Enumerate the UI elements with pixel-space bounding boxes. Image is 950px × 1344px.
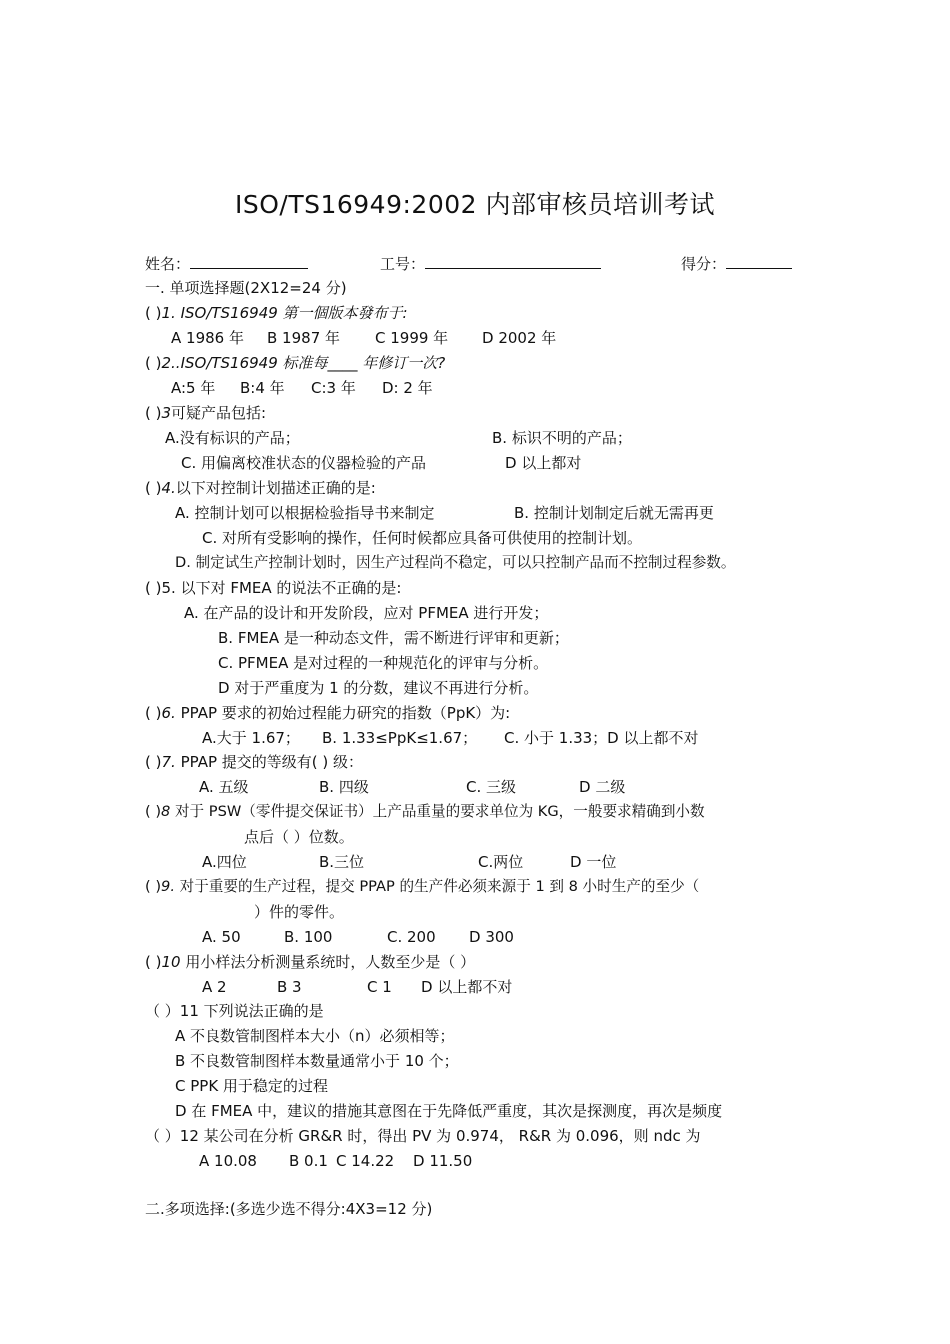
question-number: 4. (161, 479, 176, 497)
name-label: 姓名： (145, 255, 191, 273)
question-number: 6. (161, 704, 176, 722)
option: A.大于 1.67； (202, 729, 300, 747)
option: A 10.08 (199, 1152, 257, 1170)
question-number: 9. (161, 878, 175, 895)
option: D: 2 年 (382, 379, 433, 397)
option: C. 小于 1.33；D 以上都不对 (504, 729, 699, 747)
question-text: 对于重要的生产过程，提交 PPAP 的生产件必须来源于 1 到 8 小时生产的至少（ (174, 878, 700, 895)
question-5 (145, 578, 401, 598)
question-12 (145, 1126, 701, 1146)
name-blank[interactable] (190, 254, 308, 269)
answer-blank[interactable]: ( ) (145, 753, 162, 771)
answer-blank[interactable]: （ ） (145, 1002, 180, 1020)
option: A. 在产品的设计和开发阶段，应对 PFMEA 进行开发； (184, 604, 549, 622)
option: B. 四级 (319, 778, 369, 796)
question-text: PPAP 要求的初始过程能力研究的指数（PpK）为: (175, 704, 511, 722)
question-continuation: ）件的零件。 (254, 903, 345, 921)
option: C. 三级 (466, 778, 517, 796)
id-field (380, 254, 601, 274)
option: B. 标识不明的产品； (492, 429, 632, 447)
question-text: 12 某公司在分析 GR&R 时，得出 PV 为 0.974， R&R 为 0.096，则 ndc 为 (179, 1127, 701, 1145)
option: A. 控制计划可以根据检验指导书来制定 (175, 504, 435, 522)
question-text: 以下对控制计划描述正确的是: (175, 479, 376, 497)
section1-heading: 一. 单项选择题(2X12=24 分) (145, 279, 347, 297)
answer-blank[interactable]: ( ) (145, 704, 162, 722)
option: D 2002 年 (482, 329, 557, 347)
question-number: 10 (161, 953, 181, 971)
option: B 0.1 (289, 1152, 328, 1170)
option: B. 1.33≤PpK≤1.67； (322, 729, 478, 747)
score-blank[interactable] (726, 254, 792, 269)
name-field (145, 254, 308, 274)
option: D 以上都对 (505, 454, 582, 472)
question-11 (145, 1001, 324, 1021)
option: B.三位 (319, 853, 365, 871)
answer-blank[interactable]: ( ) (145, 354, 162, 372)
option: A 1986 年 (171, 329, 244, 347)
question-text: 以下对 FMEA 的说法不正确的是: (175, 579, 402, 597)
option: B. 控制计划制定后就无需再更 (514, 504, 714, 522)
id-blank[interactable] (425, 254, 601, 269)
option: B 3 (277, 978, 302, 996)
question-3 (145, 403, 266, 423)
answer-blank[interactable]: ( ) (145, 304, 162, 322)
option: A 2 (202, 978, 227, 996)
option: C. 200 (387, 928, 436, 946)
option: C.两位 (478, 853, 524, 871)
option: A.四位 (202, 853, 247, 871)
answer-blank[interactable]: ( ) (145, 579, 162, 597)
option: D 一位 (570, 853, 617, 871)
question-number: 8 (161, 803, 171, 820)
option: B. FMEA 是一种动态文件，需不断进行评审和更新； (218, 629, 569, 647)
option: A:5 年 (171, 379, 216, 397)
option: D 以上都不对 (421, 978, 513, 996)
option: B 1987 年 (267, 329, 341, 347)
question-4 (145, 478, 376, 498)
score-label: 得分： (681, 255, 727, 273)
answer-blank[interactable]: （ ） (145, 1127, 180, 1145)
question-7 (145, 752, 363, 772)
question-text: ISO/TS16949 第一個版本發布于: (180, 304, 408, 322)
option: C 1 (367, 978, 392, 996)
option: B 不良数管制图样本数量通常小于 10 个； (175, 1052, 459, 1070)
option: A 不良数管制图样本大小（n）必须相等； (175, 1027, 455, 1045)
exam-title: ISO/TS16949:2002 内部审核员培训考试 (234, 190, 715, 219)
question-2 (145, 353, 445, 373)
section2-heading: 二.多项选择:(多选少选不得分:4X3=12 分) (145, 1200, 433, 1218)
option: C 1999 年 (375, 329, 449, 347)
question-number: 3 (161, 404, 172, 422)
id-label: 工号： (380, 255, 426, 273)
question-9 (145, 877, 699, 897)
question-number: 1. (161, 304, 176, 322)
question-text: 可疑产品包括: (171, 404, 267, 422)
option: D 对于严重度为 1 的分数，建议不再进行分析。 (218, 679, 539, 697)
answer-blank[interactable]: ( ) (145, 479, 162, 497)
option: C 14.22 (336, 1152, 395, 1170)
option: D. 制定试生产控制计划时，因生产过程尚不稳定，可以只控制产品而不控制过程参数。 (175, 554, 736, 571)
option: D 在 FMEA 中，建议的措施其意图在于先降低严重度，其次是探测度，再次是频度 (175, 1102, 723, 1120)
score-field (681, 254, 792, 274)
question-8 (145, 802, 705, 822)
question-number: 7. (161, 753, 176, 771)
option: B:4 年 (240, 379, 285, 397)
option: C:3 年 (311, 379, 356, 397)
question-text: 11 下列说法正确的是 (179, 1002, 324, 1020)
question-number: 5. (161, 579, 176, 597)
question-10 (145, 952, 475, 972)
answer-blank[interactable]: ( ) (145, 878, 162, 895)
question-6 (145, 703, 510, 723)
option: A.没有标识的产品； (165, 429, 300, 447)
answer-blank[interactable]: ( ) (145, 404, 162, 422)
option: C. PFMEA 是对过程的一种规范化的评审与分析。 (218, 654, 549, 672)
option: B. 100 (284, 928, 333, 946)
option: C. 用偏离校准状态的仪器检验的产品 (181, 454, 427, 472)
question-text: .ISO/TS16949 标准每____ 年修订一次? (175, 354, 446, 372)
option: C. 对所有受影响的操作，任何时候都应具备可供使用的控制计划。 (202, 529, 643, 547)
question-text: 用小样法分析测量系统时，人数至少是（ ） (180, 953, 476, 971)
option: A. 50 (202, 928, 241, 946)
option: D 11.50 (413, 1152, 473, 1170)
option: D 300 (469, 928, 514, 946)
answer-blank[interactable]: ( ) (145, 953, 162, 971)
question-text: PPAP 提交的等级有( ) 级： (175, 753, 364, 771)
option: A. 五级 (199, 778, 249, 796)
question-continuation: 点后（ ）位数。 (244, 828, 354, 846)
question-text: 对于 PSW（零件提交保证书）上产品重量的要求单位为 KG，一般要求精确到小数 (170, 803, 705, 820)
answer-blank[interactable]: ( ) (145, 803, 162, 820)
option: D 二级 (579, 778, 626, 796)
option: C PPK 用于稳定的过程 (175, 1077, 328, 1095)
question-1 (145, 303, 408, 323)
question-number: 2. (161, 354, 176, 372)
